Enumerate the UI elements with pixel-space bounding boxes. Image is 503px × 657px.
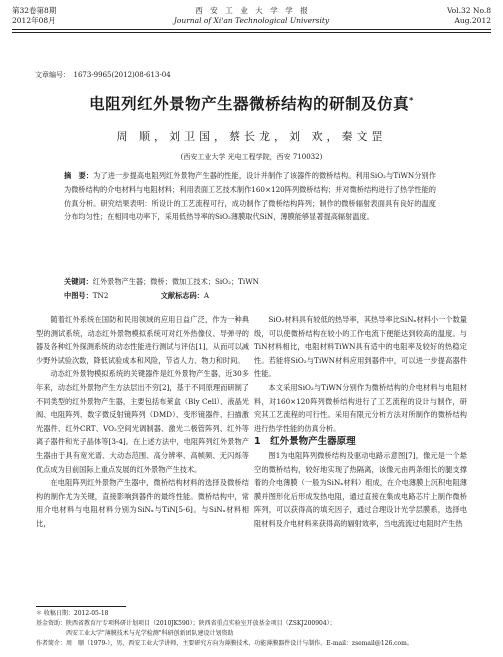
header-rule bbox=[12, 29, 491, 30]
abstract-label: 摘 要： bbox=[64, 171, 94, 180]
body-column-right bbox=[254, 313, 467, 531]
paragraph: 图1为电阻阵列微桥结构及驱动电路示意图[7]，像元是一个悬空的微桥结构，较好地实现了热隔离，该像元由两条细长的腿支撑着的介电薄膜（一般为SiNₓ材料）组成，在介电薄膜上沉积电阻薄膜并图形化后形成发热电阻，通过直接在集成电路芯片上制作微桥阵列，可以获得高的填充因子，通过合理设计光学层膜系，选择电阻材料及介电材料来获得高的辐射效率，当电流流过电阻时产生热 bbox=[254, 450, 467, 528]
affiliation: (西安工业大学 光电工程学院，西安 710032) bbox=[180, 153, 323, 161]
paragraph: 本文采用SiO₂与TiWN分别作为微桥结构的介电材料与电阻材料，对160×120阵列微桥结构进行了工艺流程的设计与制作，研究其工艺流程的可行性。采用有限元分析方法对所制作的微桥结构进行热学性能的仿真分析。 bbox=[254, 382, 467, 433]
footnote-author: 作者简介：周 顺（1979-），男，西安工业大学讲师，主要研究方向为薄膜技术、功能薄膜器件设计与制作。E-mail：zsemail@126.com。 bbox=[36, 640, 413, 647]
authors: 周 顺，刘卫国，蔡长龙，刘 欢，秦文罡 bbox=[116, 130, 387, 143]
body-column-left bbox=[36, 313, 249, 531]
footnote-received: ＊ 收稿日期：2012-05-18 bbox=[36, 610, 109, 617]
footnotes bbox=[36, 609, 467, 649]
classification: 中图号：TN2 文献标志码：A bbox=[64, 291, 210, 300]
abstract bbox=[64, 169, 436, 224]
paragraph: 动态红外景物模拟系统的关键器件是红外景物产生器，近30多年来，动态红外景物产生方法层出不穷[2]，基于不同原理而研制了不同类型的红外景物产生器，主要包括布莱盒（Bly Cell）、液晶光阀、电阻阵列、数字微反射镜阵列（DMD）、变形镜器件、扫描激光器件、红外CRT、VO₂空间光调制器、激光二极管阵列、红外等离子器件和光子晶体等[3-4]。在上述方法中，电阻阵列红外景物产生器由于具有宽光谱、大动态范围、高分辨率、高帧频、无闪烁等优点成为目前国际上重点发展的红外景物产生技术。 bbox=[36, 369, 249, 474]
paragraph: 随着红外系统在国防和民用领域的应用日益广泛，作为一种典型的测试系统，动态红外景物模拟系统可对红外热像仪、导弹寻的器及各种红外探测系统的动态性能进行测试与评估[1]，从而可以减少野外试验次数，降低试验成本和风险，节省人力、物力和时间。 bbox=[36, 315, 249, 365]
journal-name: 西 安 工 业 大 学 学 报 Journal of Xi'an Technological University bbox=[173, 6, 330, 25]
journal-volume: 第32卷第8期 2012年08月 bbox=[12, 6, 57, 25]
article-number: 文章编号： 1673-9965(2012)08-613-04 bbox=[35, 71, 171, 79]
abstract-text: 为了进一步提高电阻列红外景物产生器的性能，设计并制作了该器件的微桥结构。利用SiO₂与TiWN分别作为微桥结构的介电材料与电阻材料；利用表面工艺技术制作160×120阵列微桥结构；并对微桥结构进行了热学性能的仿真分析。研究结果表明：所设计的工艺流程可行，成功制作了微桥结构阵列；制作的微桥辐射表面具有良好的温度分布均匀性；在相同电功率下，采用低热导率的SiO₂薄膜取代SiN，薄膜能够显著提高辐射温度。 bbox=[64, 171, 436, 222]
journal-issue: Vol.32 No.8 Aug.2012 bbox=[446, 6, 491, 25]
footnote-rule bbox=[36, 606, 126, 607]
paper-title: 电阻列红外景物产生器微桥结构的研制及仿真* bbox=[89, 95, 414, 113]
footnote-funding-cont: 西安工业大学"薄膜技术与光学检测"科研创新团队建设计划资助 bbox=[36, 630, 234, 637]
paragraph: SiO₂材料具有较低的热导率，其热导率比SiNₓ材料小一个数量级，可以使微桥结构在较小的工作电流下便能达到较高的温度。与TiN材料相比，电阻材料TiWN具有适中的电阻率及较好的热稳定性。若能将SiO₂与TiWN材料应用到器件中，可以进一步提高器件性能。 bbox=[254, 315, 467, 379]
header-rule-thin bbox=[12, 32, 491, 33]
keywords: 关键词：红外景物产生器；微桥；微加工技术；SiO₂；TiWN bbox=[64, 277, 259, 286]
section-heading: 1 红外景物产生器原理 bbox=[254, 436, 356, 448]
paragraph: 在电阻阵列红外景物产生器中，微桥结构材料的选择及微桥结构的制作尤为关键，直接影响到器件的最终性能。微桥结构中，常用介电材料与电阻材料分别为SiNₓ与TiN[5-6]。与SiNₓ材料相比， bbox=[36, 478, 249, 528]
footnote-funding: 基金资助：陕西省教育厅专项科研计划项目（2010JK590）；陕西省重点实验室开放基金项目（ZSKJ200904）； bbox=[36, 620, 336, 627]
